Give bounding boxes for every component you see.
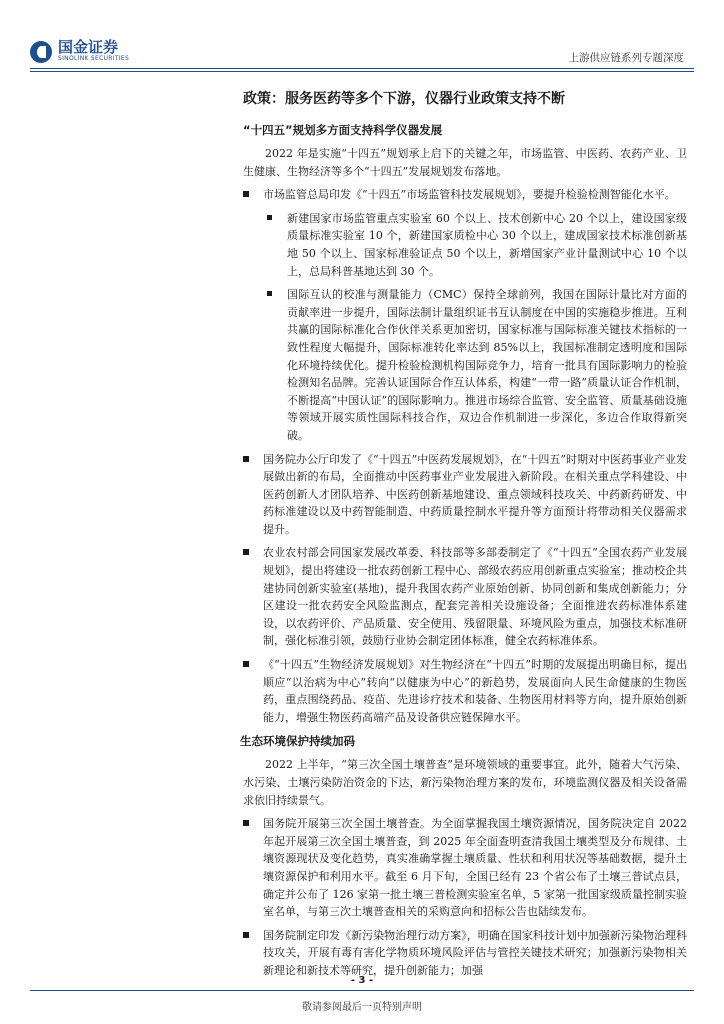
bullet-text: 市场监管总局印发《“十四五”市场监管科技发展规划》，要提升检验检测智能化水平。 <box>263 188 676 202</box>
bullet-item <box>243 544 687 650</box>
bullet-square-icon <box>243 191 249 197</box>
bullet-square-icon <box>243 549 249 555</box>
sub-bullet-item <box>267 210 687 280</box>
sub-bullet-text: 国际互认的校准与测量能力（CMC）保持全球前列，我国在国际计量比对方面的贡献率进一步提升，国际法制计量组织证书互认制度在中国的实施稳步推进。互利共赢的国际标准化合作伙伴关系更加密切，国家标准与国际标准关键技术指标的一致性程度大幅提升，国际标准转化率达到 85%以上，我国标准制定透明度和国际化环境持续优化。提升检验检测机构国际竞争力，培育一批具有国际影响力的检验检测知名品牌。完善认证国际合作互认体系，构建“一带一路”质量认证合作机制，不断提高“中国认证”的国际影响力。推进市场综合监管、安全监管、质量基础设施等领域开展实质性国际科技合作，双边合作机制进一步深化，多边合作取得新突破。 <box>287 288 687 442</box>
sub-bullet-text: 新建国家市场监管重点实验室 60 个以上、技术创新中心 20 个以上，建设国家级质量标准实验室 10 个，新建国家质检中心 30 个以上，建成国家技术标准创新基地 50 个以上、国家标准验证点 50 个以上，新增国家产业计量测试中心 10 个以上，总局科普基地达到 30 个。 <box>287 211 687 278</box>
header-divider <box>30 68 694 69</box>
bullet-text: 农业农村部会同国家发展改革委、科技部等多部委制定了《“十四五”全国农药产业发展规划》，提出将建设一批农药创新工程中心、部级农药应用创新重点实验室；推动校企共建协同创新实验室(基地)，提升我国农药产业原始创新、协同创新和集成创新能力；分区建设一批农药安全风险监测点，配套完善相关设施设备；全面推进农药标准体系建设，以农药评价、产品质量、安全使用、残留限量、环境风险为重点，加强技术标准研制，强化标准引领，鼓励行业协会制定团体标准，健全农药标准体系。 <box>263 546 687 648</box>
logo-name-zh: 国金证券 <box>58 38 119 56</box>
subsection-title-environment: 生态环境保护持续加码 <box>240 734 355 749</box>
logo-icon <box>30 41 52 63</box>
page-number: - 3 - <box>350 975 374 986</box>
paragraph-intro-environment: 2022 上半年，“第三次全国土壤普查”是环境领域的重要事宜。此外，随着大气污染、水污染、土壤污染防治资金的下达，新污染物治理方案的发布，环境监测仪器及相关设备需求依旧持续景气。 <box>243 758 687 807</box>
paragraph-intro-plan: 2022 年是实施“十四五”规划承上启下的关键之年，市场监管、中医药、农药产业、卫生健康、生物经济等多个“十四五”发展规划发布落地。 <box>243 147 687 178</box>
bullet-item <box>243 815 687 921</box>
company-logo <box>30 40 129 63</box>
bullet-text: 《“十四五”生物经济发展规划》对生物经济在“十四五”时期的发展提出明确目标，提出顺应“以治病为中心”转向“以健康为中心”的新趋势，发展面向人民生命健康的生物医药，重点围绕药品、疫苗、先进诊疗技术和装备、生物医用材料等方向，提升原始创新能力，增强生物医药高端产品及设备供应链保障水平。 <box>263 658 687 724</box>
subsection-title-plan: “十四五”规划多方面支持科学仪器发展 <box>243 123 443 137</box>
bullet-text: 国务院办公厅印发了《“十四五”中医药发展规划》，在“十四五”时期对中医药事业产业发展做出新的布局，全面推动中医药事业产业发展进入新阶段。在相关重点学科建设、中医药创新人才团队培养、中医药创新基地建设、重点领域科技攻关、中药新药研发、中药标准建设以及中药智能制造、中药质量控制水平提升等方面预计将带动相关仪器需求提升。 <box>263 452 687 536</box>
bullet-text: 国务院开展第三次全国土壤普查。为全面掌握我国土壤资源情况，国务院决定自 2022 年起开展第三次全国土壤普查，到 2025 年全面查明查清我国土壤类型及分布规律、土壤资源现状及变化趋势，真实准确掌握土壤质量、性状和利用状况等基础数据，提升土壤资源保护和利用水平。截至 6 月下旬，全国已经有 23 个省公布了土壤三普试点县，确定并公布了 126 家第一批土壤三普检测实验室名单，5 家第一批国家级质量控制实验室名单，与第三次土壤普查相关的采购意向和招标公告也陆续发布。 <box>263 817 687 919</box>
bullet-item <box>243 656 687 726</box>
bullet-square-icon <box>243 456 249 462</box>
bullet-item <box>243 451 687 539</box>
bullet-square-icon <box>243 661 249 667</box>
bullet-square-icon <box>243 820 249 826</box>
bullet-square-icon <box>267 215 272 220</box>
bullet-item <box>243 186 687 204</box>
bullet-item <box>243 927 687 980</box>
page-header <box>0 0 724 74</box>
report-series-title: 上游供应链系列专题深度 <box>568 52 684 64</box>
footer-divider <box>30 990 694 991</box>
bullet-text: 国务院制定印发《新污染物治理行动方案》，明确在国家科技计划中加强新污染物治理科技攻关，开展有毒有害化学物质环境风险评估与管控关键技术研究；加强新污染物相关新理论和新技术等研究，提升创新能力；加强 <box>263 928 687 977</box>
section-title: 政策：服务医药等多个下游，仪器行业政策支持不断 <box>243 91 565 107</box>
bullet-square-icon <box>267 291 272 296</box>
main-content <box>240 85 687 986</box>
bullet-square-icon <box>243 932 249 938</box>
header-divider-thin <box>30 71 694 72</box>
logo-name-en: SINOLINK SECURITIES <box>58 55 130 62</box>
sub-bullet-item <box>267 286 687 444</box>
footer-disclaimer: 敬请参阅最后一页特别声明 <box>302 1002 422 1013</box>
